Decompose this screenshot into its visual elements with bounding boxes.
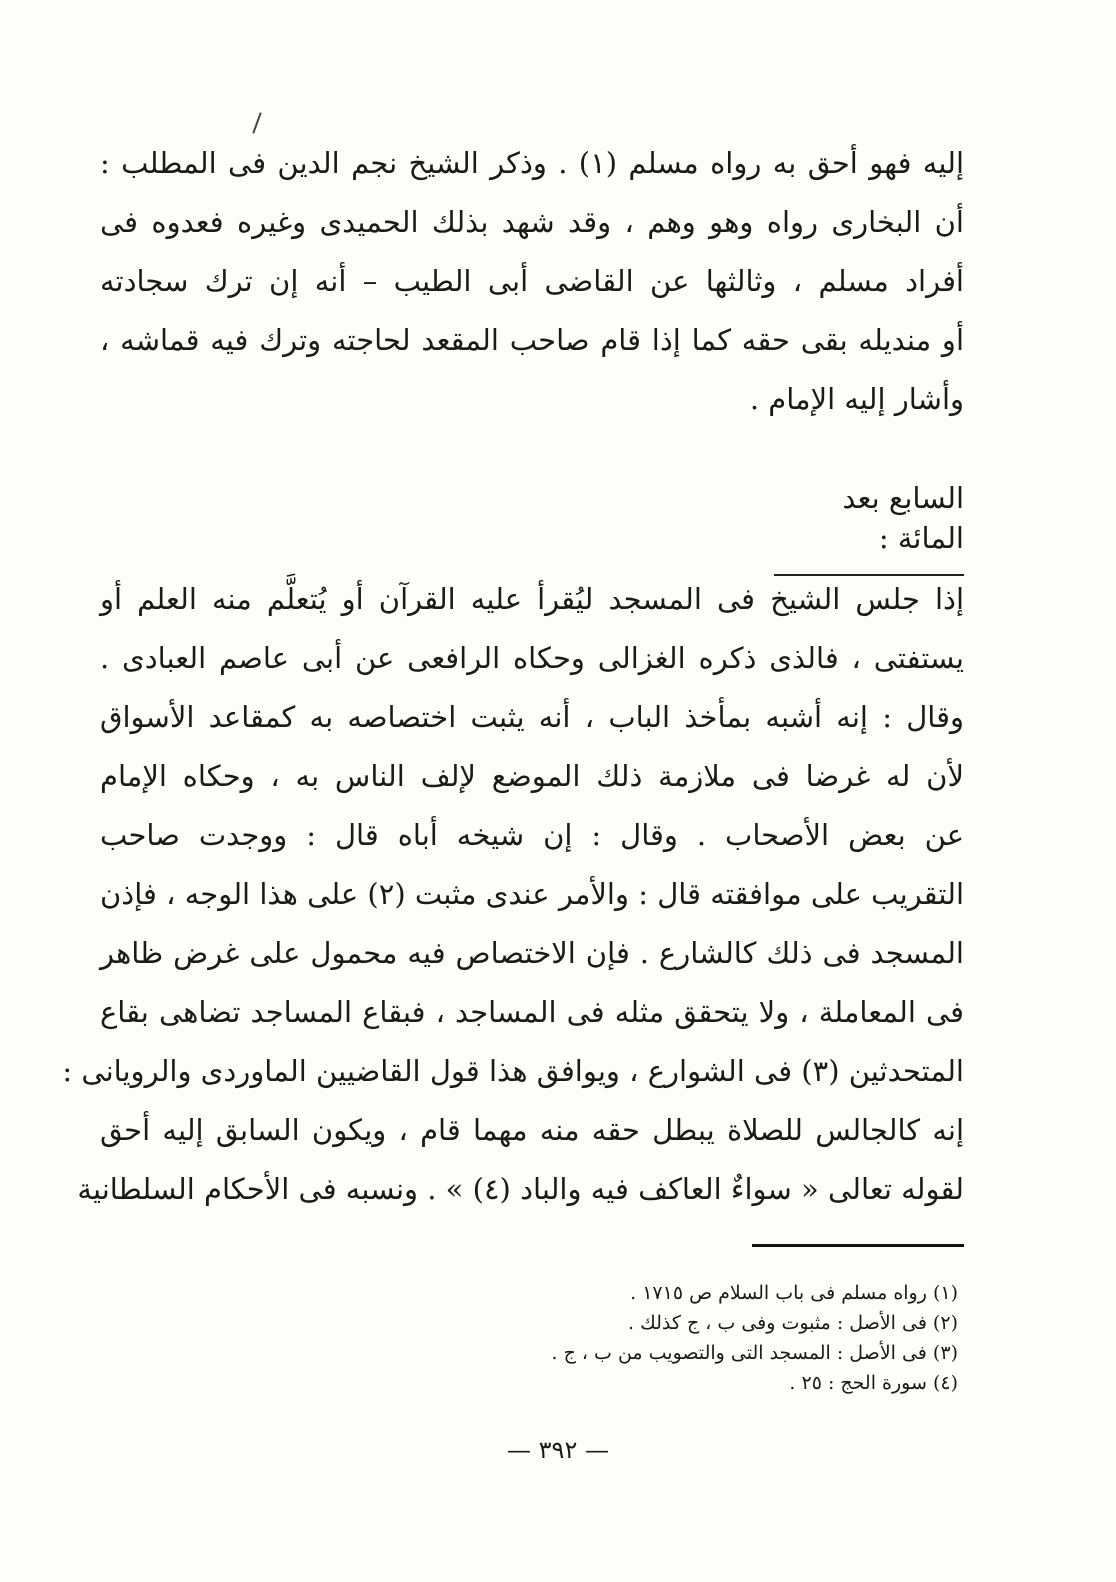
text-line: أن البخارى رواه وهو وهم ، وقد شهد بذلك الحميدى وغيره فعدوه فى	[100, 205, 964, 239]
text-line: عن بعض الأصحاب . وقال : إن شيخه أباه قال : ووجدت صاحب	[100, 818, 964, 852]
footnotes	[438, 1278, 958, 1398]
text-line: المسجد فى ذلك كالشارع . فإن الاختصاص فيه محمول على غرض ظاهر	[100, 936, 964, 970]
footnote: (٣) فى الأصل : المسجد التى والتصويب من ب ، ج .	[551, 1342, 958, 1364]
text-line: لأن له غرضا فى ملازمة ذلك الموضع لإلف الناس به ، وحكاه الإمام	[100, 759, 964, 793]
footnote-divider	[752, 1244, 964, 1247]
text-line: أو منديله بقى حقه كما إذا قام صاحب المقعد لحاجته وترك فيه قماشه ،	[100, 323, 964, 357]
text-line: لقوله تعالى « سواءٌ العاكف فيه والباد (٤) » . ونسبه فى الأحكام السلطانية	[77, 1172, 964, 1206]
text-line: فى المعاملة ، ولا يتحقق مثله فى المساجد ، فبقاع المساجد تضاهى بقاع	[100, 995, 964, 1029]
pen-mark	[252, 112, 261, 133]
section-heading: السابع بعد المائة :	[774, 478, 964, 576]
text-line: وقال : إنه أشبه بمأخذ الباب ، أنه يثبت اختصاصه به كمقاعد الأسواق	[100, 700, 964, 734]
footnote: (١) رواه مسلم فى باب السلام ص ١٧١٥ .	[630, 1282, 958, 1304]
text-line: وأشار إليه الإمام .	[749, 382, 964, 416]
text-line: المتحدثين (٣) فى الشوارع ، ويوافق هذا قول القاضيين الماوردى والرويانى :	[62, 1054, 964, 1088]
text-line: يستفتى ، فالذى ذكره الغزالى وحكاه الرافعى عن أبى عاصم العبادى .	[100, 641, 964, 675]
footnote: (٢) فى الأصل : مثبوت وفى ب ، ج كذلك .	[628, 1312, 958, 1334]
text-line: إنه كالجالس للصلاة يبطل حقه منه مهما قام ، ويكون السابق إليه أحق	[100, 1113, 964, 1147]
page-number: — ٣٩٢ —	[507, 1436, 609, 1464]
footnote: (٤) سورة الحج : ٢٥ .	[789, 1372, 958, 1394]
text-line: إذا جلس الشيخ فى المسجد ليُقرأ عليه القرآن أو يُتعلَّم منه العلم أو	[100, 582, 964, 616]
text-line: أفراد مسلم ، وثالثها عن القاضى أبى الطيب – أنه إن ترك سجادته	[100, 264, 964, 298]
text-line: التقريب على موافقته قال : والأمر عندى مثبت (٢) على هذا الوجه ، فإذن	[100, 877, 964, 911]
paragraph-top	[100, 134, 964, 429]
paragraph-main	[62, 570, 964, 1219]
text-line: إليه فهو أحق به رواه مسلم (١) . وذكر الشيخ نجم الدين فى المطلب :	[100, 146, 965, 180]
